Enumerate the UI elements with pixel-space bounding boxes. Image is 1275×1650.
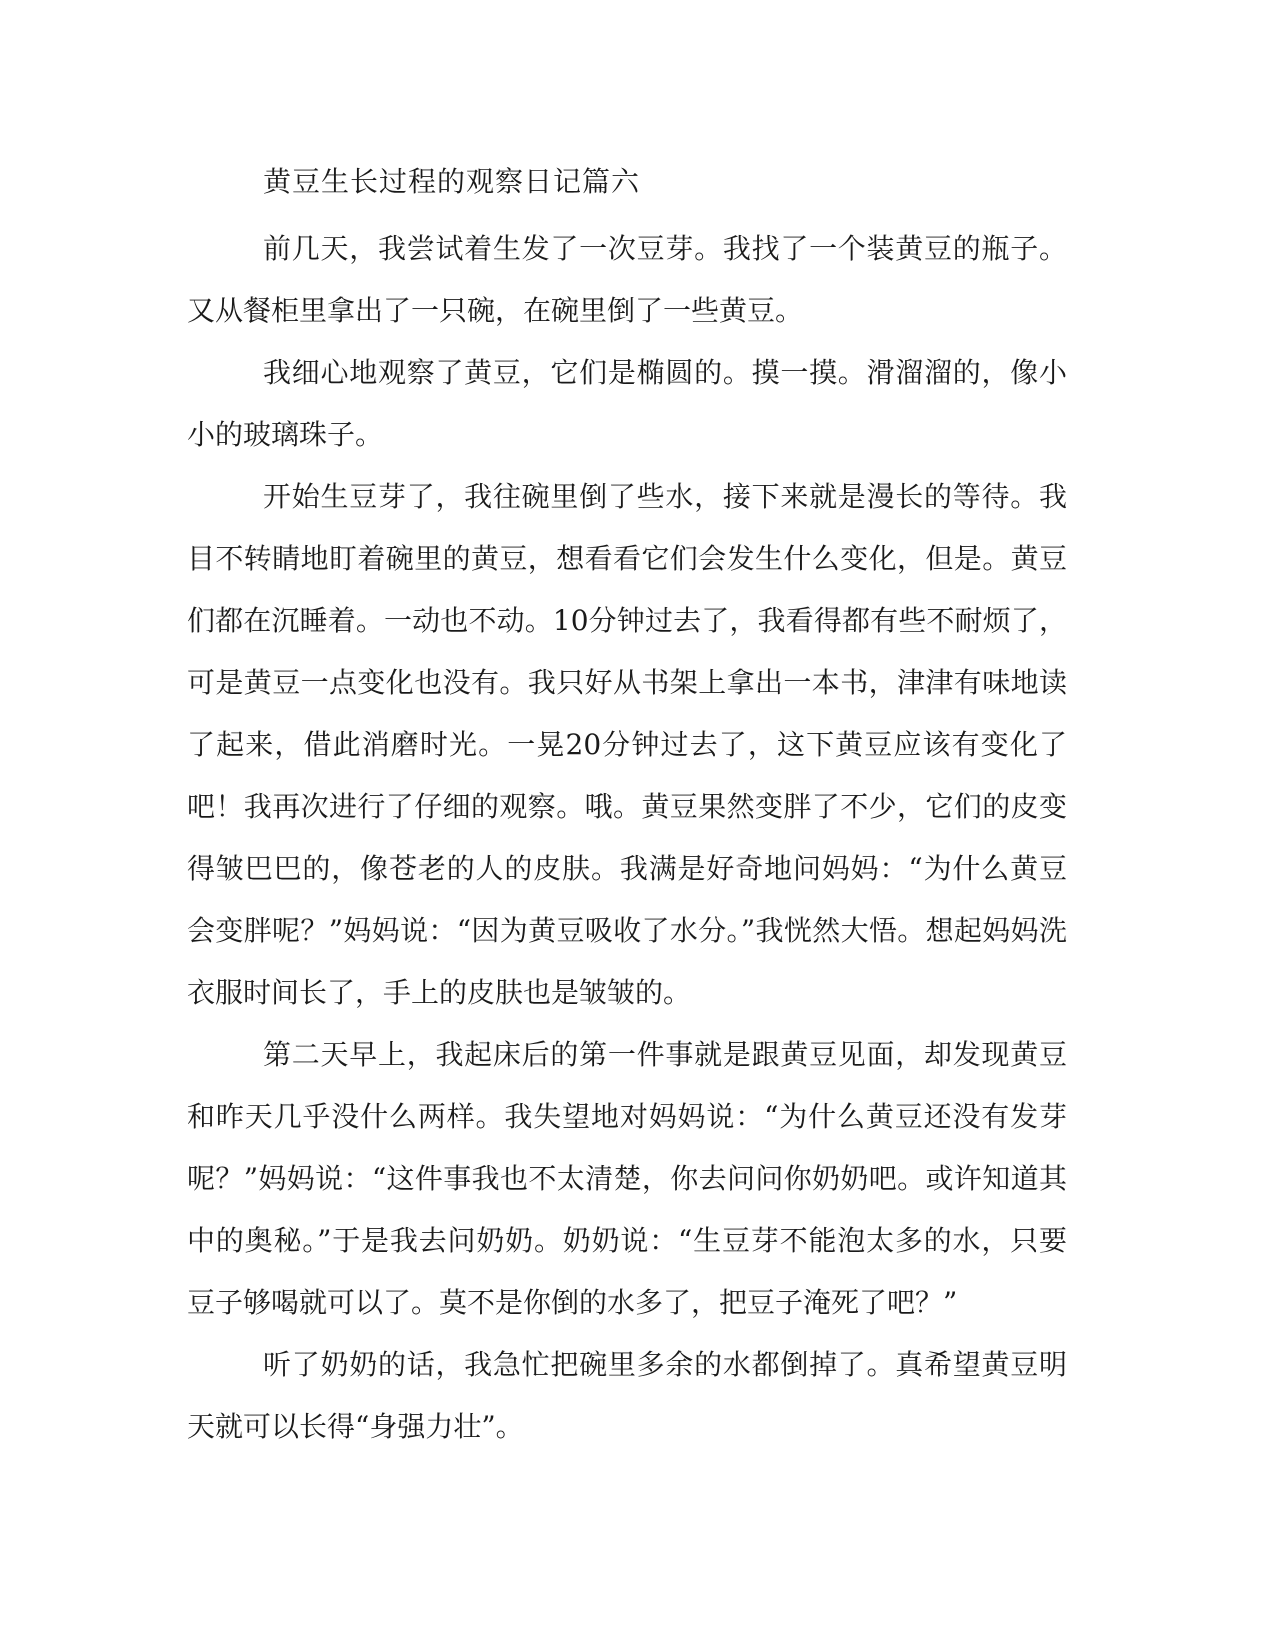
document-body xyxy=(187,162,1067,1458)
paragraph-4: 第二天早上，我起床后的第一件事就是跟黄豆见面，却发现黄豆和昨天几乎没什么两样。我失望地对妈妈说：“为什么黄豆还没有发芽呢？”妈妈说：“这件事我也不太清楚，你去问问你奶奶吧。或许知道其中的奥秘。”于是我去问奶奶。奶奶说：“生豆芽不能泡太多的水，只要豆子够喝就可以了。莫不是你倒的水多了，把豆子淹死了吧？” xyxy=(187,1038,1067,1319)
paragraph-5: 听了奶奶的话，我急忙把碗里多余的水都倒掉了。真希望黄豆明天就可以长得“身强力壮”。 xyxy=(187,1348,1067,1443)
paragraph-1: 前几天，我尝试着生发了一次豆芽。我找了一个装黄豆的瓶子。又从餐柜里拿出了一只碗，在碗里倒了一些黄豆。 xyxy=(187,232,1067,327)
document-title: 黄豆生长过程的观察日记篇六 xyxy=(263,165,641,198)
paragraph-2: 我细心地观察了黄豆，它们是椭圆的。摸一摸。滑溜溜的，像小小的玻璃珠子。 xyxy=(187,356,1067,451)
paragraph-3: 开始生豆芽了，我往碗里倒了些水，接下来就是漫长的等待。我目不转睛地盯着碗里的黄豆，想看看它们会发生什么变化，但是。黄豆们都在沉睡着。一动也不动。10分钟过去了，我看得都有些不耐烦了，可是黄豆一点变化也没有。我只好从书架上拿出一本书，津津有味地读了起来，借此消磨时光。一晃20分钟过去了，这下黄豆应该有变化了吧！我再次进行了仔细的观察。哦。黄豆果然变胖了不少，它们的皮变得皱巴巴的，像苍老的人的皮肤。我满是好奇地问妈妈：“为什么黄豆会变胖呢？”妈妈说：“因为黄豆吸收了水分。”我恍然大悟。想起妈妈洗衣服时间长了，手上的皮肤也是皱皱的。 xyxy=(187,480,1067,1009)
